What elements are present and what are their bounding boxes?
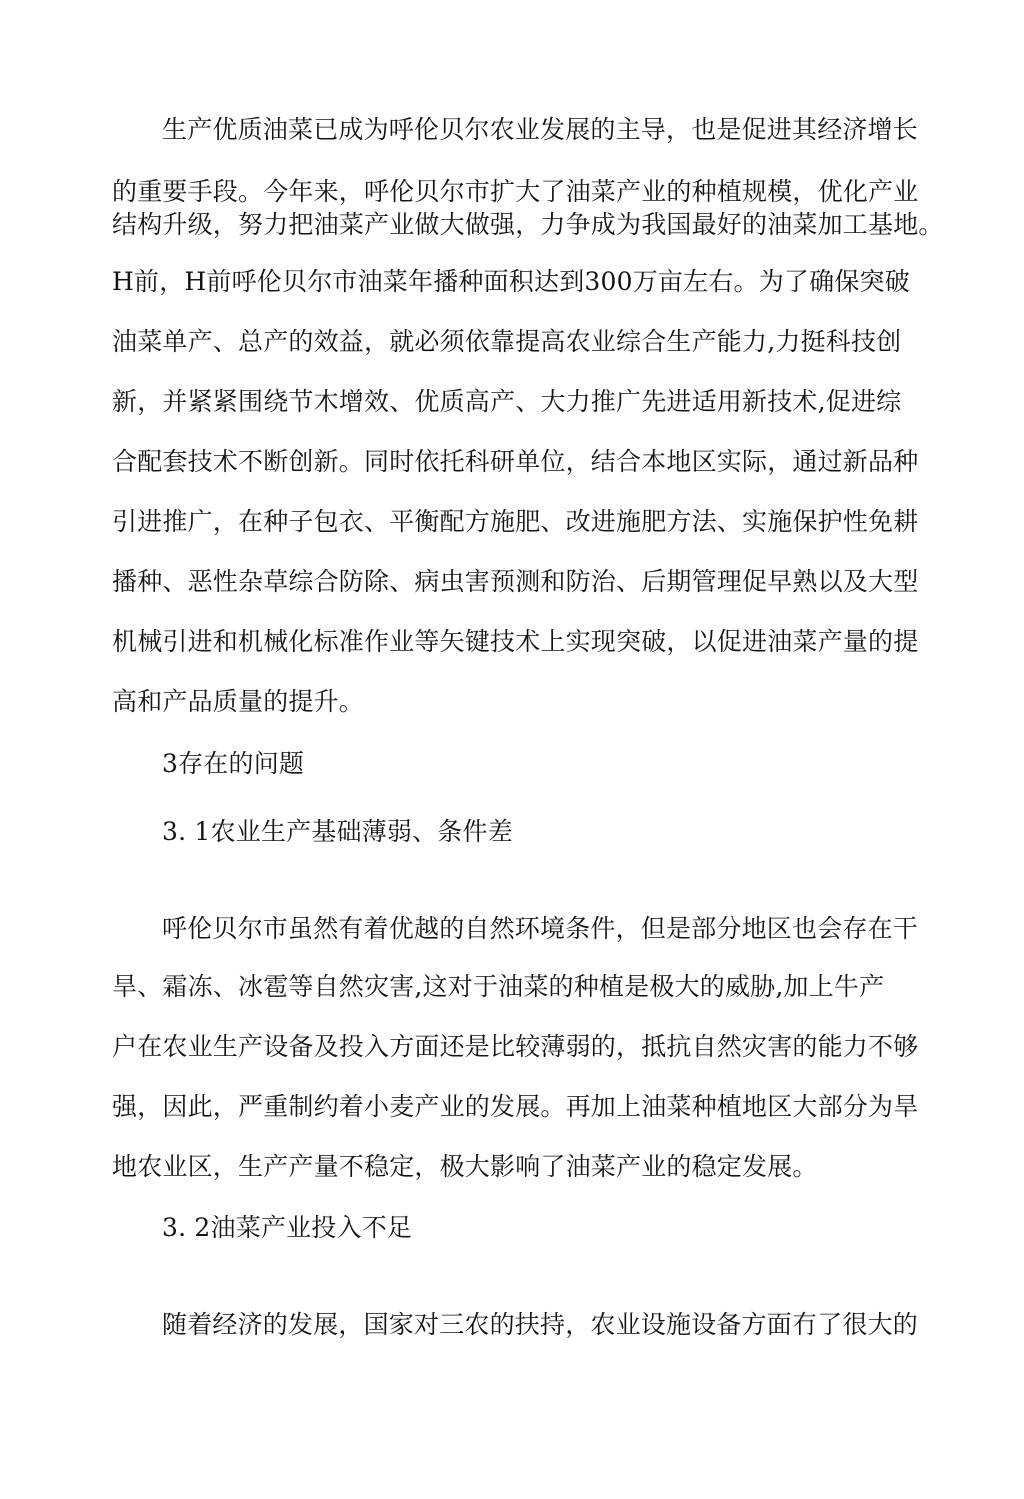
paragraph-line: 旱、霜冻、冰雹等自然灾害,这对于油菜的种植是极大的威胁,加上牛产 <box>112 972 885 1001</box>
subsection-heading: 3. 2油菜产业投入不足 <box>162 1213 413 1242</box>
paragraph-line: 合配套技术不断创新。同时依托科研单位，结合本地区实际，通过新品种 <box>112 447 919 476</box>
paragraph-line: 呼伦贝尔市虽然有着优越的自然环境条件，但是部分地区也会存在干 <box>162 914 919 943</box>
paragraph-line: 随着经济的发展，国家对三农的扶持，农业设施设备方面冇了很大的 <box>162 1310 919 1339</box>
paragraph-line: 油菜单产、总产的效益，就必须依靠提高农业综合生产能力,力挺科技创 <box>112 327 902 356</box>
subsection-heading: 3. 1农业生产基础薄弱、条件差 <box>162 817 513 846</box>
paragraph-line: 生产优质油菜已成为呼伦贝尔农业发展的主导，也是促进其经济增长 <box>162 115 919 144</box>
paragraph-line: 结构升级，努力把油菜产业做大做强，力争成为我国最好的油菜加工基地。 <box>112 210 944 239</box>
paragraph-line: H前，H前呼伦贝尔市油菜年播种面积达到300万亩左右。为了确保突破 <box>112 267 910 296</box>
paragraph-line: 高和产品质量的提升。 <box>112 687 365 716</box>
paragraph-line: 播种、恶性杂草综合防除、病虫害预测和防治、后期管理促早熟以及大型 <box>112 567 919 596</box>
paragraph-line: 新，并紧紧围绕节木增效、优质高产、大力推广先进适用新技术,促进综 <box>112 387 902 416</box>
paragraph-line: 户在农业生产设备及投入方面还是比较薄弱的，抵抗自然灾害的能力不够 <box>112 1032 919 1061</box>
paragraph-line: 引进推广，在种子包衣、平衡配方施肥、改进施肥方法、实施保护性免耕 <box>112 507 919 536</box>
paragraph-line: 的重要手段。今年来，呼伦贝尔市扩大了油菜产业的种植规模，优化产业 <box>112 177 919 206</box>
paragraph-line: 强，因此，严重制约着小麦产业的发展。再加上油菜种植地区大部分为旱 <box>112 1092 919 1121</box>
paragraph-line: 机械引进和机械化标准作业等矢键技术上实现突破，以促进油菜产量的提 <box>112 627 919 656</box>
paragraph-line: 地农业区，生产产量不稳定，极大影响了油菜产业的稳定发展。 <box>112 1152 818 1181</box>
section-heading: 3存在的问题 <box>162 749 305 778</box>
